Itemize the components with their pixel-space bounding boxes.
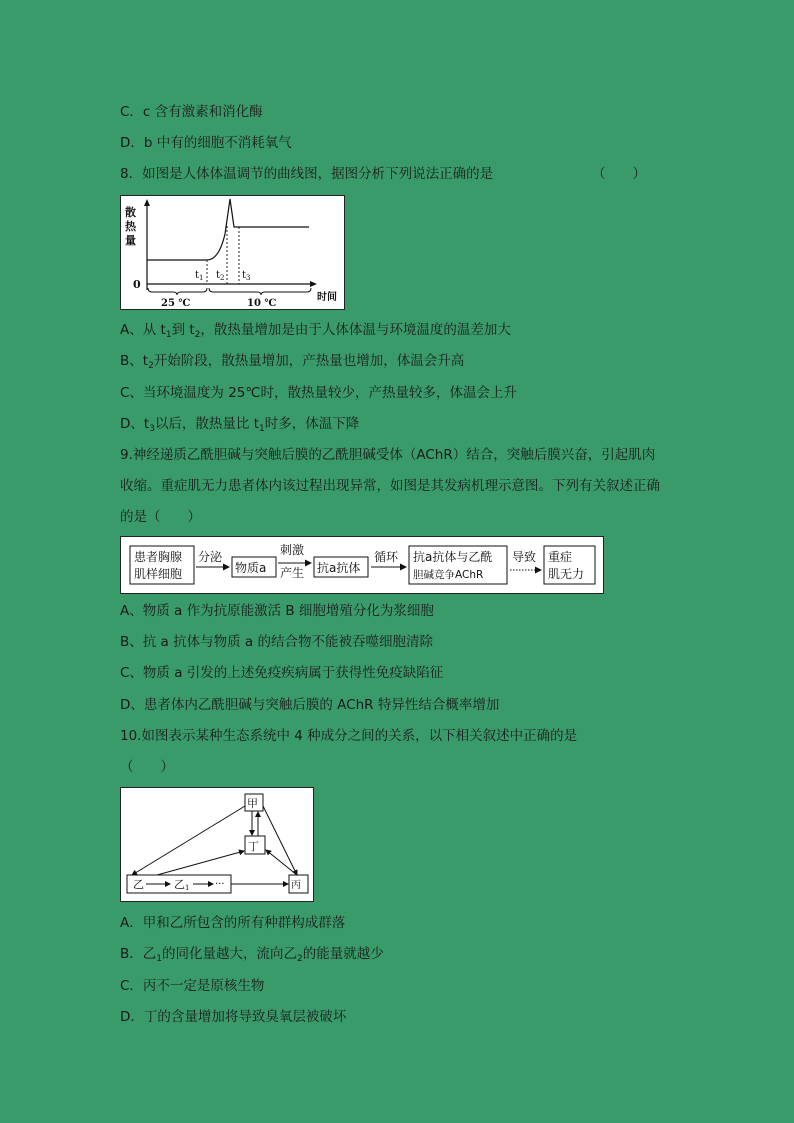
q9-box4-line1: 抗a抗体与乙酰 <box>413 550 493 564</box>
q8-option-c: C、当环境温度为 25℃时，散热量较少，产热量较多，体温会上升 <box>120 385 518 401</box>
q8-option-a: A、从 $t_1$到 $t_2$，散热量增加是由于人体体温与环境温度的温差加大 <box>120 322 511 340</box>
q9-option-d: D、患者体内乙酰胆碱与突触后膜的 AChR 特异性结合概率增加 <box>120 697 500 713</box>
q9-option-b: B、抗 a 抗体与物质 a 的结合物不能被吞噬细胞清除 <box>120 634 433 650</box>
q10-option-d: D．丁的含量增加将导致臭氧层被破坏 <box>120 1009 347 1025</box>
q10-arrow-jia-to-yi <box>132 806 245 875</box>
q9-arrow3-label: 循环 <box>374 550 399 564</box>
q10-stem-line-1: 10.如图表示某种生态系统中 4 种成分之间的关系，以下相关叙述中正确的是 <box>120 728 578 744</box>
q10-bing-label: 丙 <box>291 880 301 891</box>
q8-xlabel: 时间 <box>317 292 337 303</box>
q10-arrow-yi-to-ding <box>157 851 244 875</box>
q10-option-c: C．丙不一定是原核生物 <box>120 978 265 994</box>
q8-phase2-brace <box>209 288 311 295</box>
q9-flowchart-svg <box>121 537 603 593</box>
q7-option-c: C．c 含有激素和消化酶 <box>120 104 263 120</box>
q9-option-a: A、物质 a 作为抗原能激活 B 细胞增殖分化为浆细胞 <box>120 603 434 619</box>
q10-stem-line-2: （ ） <box>120 759 174 775</box>
q10-chain-dots: ··· <box>215 879 225 890</box>
q10-jia-label: 甲 <box>247 797 258 810</box>
q8-phase1-label: 25 ℃ <box>161 298 191 309</box>
q8-t3-label: $t_3$ <box>242 270 251 282</box>
q9-box1-line2: 肌样细胞 <box>134 567 183 581</box>
q8-phase2-label: 10 ℃ <box>247 298 277 309</box>
q8-stem-text: 8．如图是人体体温调节的曲线图，据图分析下列说法正确的是 <box>120 166 494 182</box>
q8-t2-label: $t_2$ <box>216 270 225 282</box>
q8-stem <box>120 165 646 183</box>
q9-box4-line2: 胆碱竞争AChR <box>413 569 484 581</box>
q10-option-b: B．乙$_1$的同化量越大，流向乙$_2$的能量就越少 <box>120 946 384 964</box>
q8-origin-label: 0 <box>133 278 141 291</box>
q8-y-arrow <box>144 199 150 206</box>
q9-arrow1-label: 分泌 <box>198 550 223 564</box>
q10-arrow-jia-to-bing <box>263 806 297 875</box>
q9-box3-text: 抗a抗体 <box>317 561 361 575</box>
q9-box5-line2: 肌无力 <box>548 567 585 581</box>
q9-arrow2-label-bottom: 产生 <box>280 566 305 580</box>
q9-option-c: C、物质 a 引发的上述免疫疾病属于获得性免疫缺陷征 <box>120 665 444 681</box>
q10-diagram-svg <box>121 788 313 901</box>
q10-yi1-label: 乙1 <box>174 878 190 892</box>
q10-ecosystem-diagram <box>120 787 314 902</box>
q9-arrow4-label: 导致 <box>512 550 537 564</box>
q8-t1-label: $t_1$ <box>195 270 204 282</box>
q9-box5-line1: 重症 <box>548 550 573 564</box>
q9-mechanism-flowchart <box>120 536 604 594</box>
q9-box2-text: 物质a <box>235 561 267 575</box>
q9-stem-line-3: 的是（ ） <box>120 509 201 525</box>
q10-arrow-bing-to-ding <box>266 850 297 875</box>
q9-arrow2-label-top: 刺激 <box>280 543 305 557</box>
q8-ylabel-2: 热 <box>125 220 136 233</box>
q9-stem-line-2: 收缩。重症肌无力患者体内该过程出现异常，如图是其发病机理示意图。下列有关叙述正确 <box>120 478 660 494</box>
q8-heat-curve <box>147 199 309 260</box>
q8-option-d: D、$t_3$以后，散热量比 $t_1$时多，体温下降 <box>120 416 360 434</box>
q8-ylabel-1: 散 <box>125 206 136 219</box>
q10-ding-label: 丁 <box>248 840 259 853</box>
q8-phase1-brace <box>148 288 207 295</box>
q7-option-d: D．b 中有的细胞不消耗氧气 <box>120 135 292 151</box>
q9-stem-line-1: 9.神经递质乙酰胆碱与突触后膜的乙酰胆碱受体（AChR）结合，突触后膜兴奋，引起肌肉 <box>120 447 656 463</box>
q8-curve-svg <box>121 196 344 309</box>
q8-answer-bracket: （ ） <box>592 166 646 182</box>
q8-option-b: B、$t_2$开始阶段，散热量增加，产热量也增加，体温会升高 <box>120 353 465 371</box>
q10-yi-label: 乙 <box>133 878 144 891</box>
q8-x-arrow <box>310 281 317 287</box>
q9-box1-line1: 患者胸腺 <box>134 550 183 564</box>
q10-option-a: A．甲和乙所包含的所有种群构成群落 <box>120 915 346 931</box>
q8-temperature-curve-figure <box>120 195 345 310</box>
q8-ylabel-3: 量 <box>125 234 136 247</box>
